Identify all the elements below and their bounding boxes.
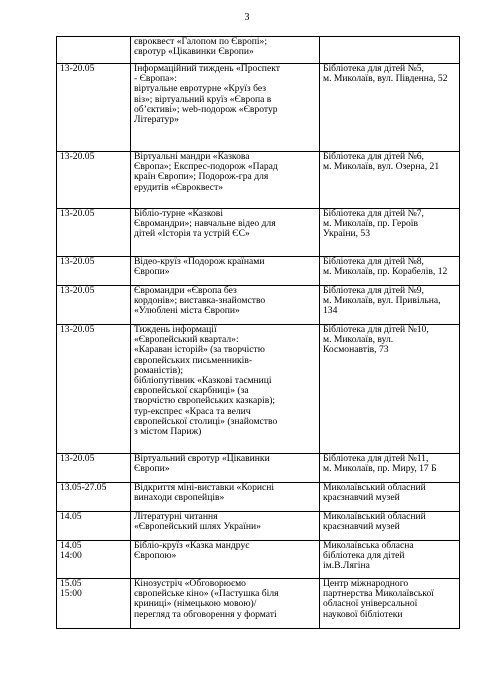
place-line: бібліотека для дітей bbox=[323, 551, 405, 562]
place-line: України, 53 bbox=[323, 229, 370, 240]
event-cell bbox=[131, 579, 320, 629]
place-line: Бібліотека для дітей №10, bbox=[323, 325, 429, 335]
event-line: ерудитів «Євроквест» bbox=[134, 182, 224, 193]
event-line: країн Європи»; Подорож-гра для bbox=[134, 172, 269, 183]
date-cell bbox=[57, 286, 131, 325]
place-line: краєзнавчий музей bbox=[323, 493, 400, 504]
event-line: Європи» bbox=[134, 464, 170, 475]
table-row bbox=[57, 286, 460, 325]
place-line: м. Миколаїв, пр. Корабелів, 12 bbox=[323, 267, 448, 278]
date-cell bbox=[57, 541, 131, 579]
place-cell bbox=[320, 37, 460, 64]
place-cell bbox=[320, 209, 460, 257]
place-line: Миколаївський обласний bbox=[323, 512, 426, 522]
date-line: 13-20.05 bbox=[60, 286, 95, 296]
event-line: творчістю європейських казкарів); bbox=[134, 396, 276, 407]
place-line: м. Миколаїв, вул. Південна, 52 bbox=[323, 74, 448, 85]
table-row bbox=[57, 579, 460, 629]
event-line: Відкриття міні-виставки «Корисні bbox=[134, 483, 275, 493]
date-line: 13-20.05 bbox=[60, 325, 95, 335]
place-line: м. Миколаїв, пр. Героїв bbox=[323, 219, 419, 230]
table-row bbox=[57, 152, 460, 209]
date-cell bbox=[57, 257, 131, 286]
event-cell bbox=[131, 286, 320, 325]
event-line: Євромандри «Європа без bbox=[134, 286, 237, 296]
event-line: з містом Париж) bbox=[134, 427, 202, 438]
event-line: Віртуальний євротур «Цікавинки bbox=[134, 454, 270, 464]
date-cell bbox=[57, 454, 131, 483]
events-table bbox=[56, 36, 460, 629]
date-line: 13-20.05 bbox=[60, 64, 95, 74]
event-line: Інформаційний тиждень «Проспект bbox=[134, 64, 280, 74]
event-line: - Європа»: bbox=[134, 74, 177, 85]
event-cell bbox=[131, 483, 320, 512]
date-cell bbox=[57, 579, 131, 629]
table-row bbox=[57, 512, 460, 541]
date-line: 13-20.05 bbox=[60, 257, 95, 267]
event-cell bbox=[131, 64, 320, 152]
date-line: 13-20.05 bbox=[60, 454, 95, 464]
table-row bbox=[57, 541, 460, 579]
date-line: 14.05 bbox=[60, 512, 82, 522]
event-line: європейської скарбниці» (за bbox=[134, 386, 249, 397]
date-cell bbox=[57, 64, 131, 152]
table-row bbox=[57, 64, 460, 152]
event-line: «Караван історій» (за творчістю bbox=[134, 345, 265, 356]
place-line: м. Миколаїв, вул. bbox=[323, 335, 394, 346]
place-cell bbox=[320, 152, 460, 209]
date-cell bbox=[57, 209, 131, 257]
place-line: Миколаївська обласна bbox=[323, 541, 414, 551]
event-line: Літературні читання bbox=[134, 512, 218, 522]
date-line: 13-20.05 bbox=[60, 209, 95, 219]
place-line: партнерства Миколаївської bbox=[323, 589, 434, 600]
date-cell bbox=[57, 325, 131, 454]
place-line: Бібліотека для дітей №11, bbox=[323, 454, 429, 464]
place-line: Миколаївський обласний bbox=[323, 483, 426, 493]
table-row bbox=[57, 454, 460, 483]
place-line: Бібліотека для дітей №6, bbox=[323, 152, 424, 162]
event-line: Тиждень інформації bbox=[134, 325, 217, 335]
event-cell bbox=[131, 512, 320, 541]
place-cell bbox=[320, 483, 460, 512]
place-line: наукової бібліотеки bbox=[323, 609, 403, 620]
event-line: тур-експрес «Краса та велич bbox=[134, 406, 251, 417]
place-line: м. Миколаїв, вул. Привільна, bbox=[323, 296, 441, 307]
event-line: Європа»; Експрес-подорож «Парад bbox=[134, 162, 278, 173]
event-line: євротур «Цікавинки Європи» bbox=[134, 47, 254, 58]
place-line: краєзнавчий музей bbox=[323, 522, 400, 533]
place-cell bbox=[320, 64, 460, 152]
table-row bbox=[57, 483, 460, 512]
event-cell bbox=[131, 152, 320, 209]
table-row bbox=[57, 209, 460, 257]
event-line: перегляд та обговорення у форматі bbox=[134, 609, 277, 620]
event-line: Європою» bbox=[134, 551, 177, 562]
event-line: романістів); bbox=[134, 365, 183, 376]
event-cell bbox=[131, 325, 320, 454]
event-line: європейської столиці» (знайомство bbox=[134, 416, 278, 427]
event-cell bbox=[131, 37, 320, 64]
date-line: 13.05-27.05 bbox=[60, 483, 107, 493]
event-line: європейських письменників- bbox=[134, 355, 253, 366]
place-line: Бібліотека для дітей №7, bbox=[323, 209, 424, 219]
place-cell bbox=[320, 512, 460, 541]
place-line: обласної універсальної bbox=[323, 599, 418, 610]
event-line: Бібліо-круїз «Казка мандрує bbox=[134, 541, 250, 551]
place-cell bbox=[320, 541, 460, 579]
page-number: 3 bbox=[244, 12, 250, 23]
event-line: кордонів»; виставка-знайомство bbox=[134, 296, 266, 307]
event-cell bbox=[131, 454, 320, 483]
event-line: «Європейський квартал»: bbox=[134, 335, 239, 346]
event-line: Євромандри»; навчальне відео для bbox=[134, 219, 276, 230]
place-line: Центр міжнародного bbox=[323, 579, 409, 589]
event-line: дітей «Історія та устрій ЄС» bbox=[134, 229, 250, 240]
place-line: м. Миколаїв, вул. Озерна, 21 bbox=[323, 162, 440, 173]
event-line: Кінозустріч «Обговорюємо bbox=[134, 579, 246, 589]
event-line: Європи» bbox=[134, 267, 170, 278]
place-cell bbox=[320, 579, 460, 629]
date-cell bbox=[57, 483, 131, 512]
place-line: Бібліотека для дітей №8, bbox=[323, 257, 424, 267]
table-row bbox=[57, 37, 460, 64]
event-line: європейське кіно» («Пастушка біля bbox=[134, 589, 279, 600]
event-cell bbox=[131, 209, 320, 257]
date-line: 13-20.05 bbox=[60, 152, 95, 162]
place-line: Космонавтів, 73 bbox=[323, 345, 389, 356]
table-row bbox=[57, 325, 460, 454]
event-line: Відео-круїз «Подорож країнами bbox=[134, 257, 265, 267]
place-cell bbox=[320, 325, 460, 454]
event-line: Бібліо-турне «Казкові bbox=[134, 209, 223, 219]
place-cell bbox=[320, 257, 460, 286]
event-line: євроквест «Галопом по Європі»; bbox=[134, 37, 268, 47]
table-row bbox=[57, 257, 460, 286]
date-line: 14:00 bbox=[60, 551, 82, 562]
place-line: Бібліотека для дітей №5, bbox=[323, 64, 424, 74]
event-line: винаходи європейців» bbox=[134, 493, 225, 504]
event-line: криниці» (німецькою мовою)/ bbox=[134, 599, 257, 610]
place-line: ім.В.Лягіна bbox=[323, 561, 370, 572]
event-line: «Європейський шлях України» bbox=[134, 522, 261, 533]
event-line: віз»; віртуальний круїз «Європа в bbox=[134, 94, 272, 105]
event-line: об’єктиві»; web-подорож «Євротур bbox=[134, 104, 278, 115]
place-line: Бібліотека для дітей №9, bbox=[323, 286, 424, 296]
event-line: «Улюблені міста Європи» bbox=[134, 306, 240, 317]
date-line: 14.05 bbox=[60, 541, 82, 551]
date-cell bbox=[57, 152, 131, 209]
place-cell bbox=[320, 286, 460, 325]
date-line: 15:00 bbox=[60, 589, 82, 600]
date-cell bbox=[57, 37, 131, 64]
event-line: віртуальне евротурне «Круїз без bbox=[134, 84, 267, 95]
event-line: бібліопутівник «Казкові таємниці bbox=[134, 376, 272, 387]
date-cell bbox=[57, 512, 131, 541]
event-cell bbox=[131, 541, 320, 579]
event-line: Літератур» bbox=[134, 115, 179, 126]
event-line: Віртуальні мандри «Казкова bbox=[134, 152, 250, 162]
place-line: м. Миколаїв, пр. Миру, 17 Б bbox=[323, 464, 437, 475]
event-cell bbox=[131, 257, 320, 286]
date-line: 15.05 bbox=[60, 579, 82, 589]
place-line: 134 bbox=[323, 306, 338, 317]
place-cell bbox=[320, 454, 460, 483]
